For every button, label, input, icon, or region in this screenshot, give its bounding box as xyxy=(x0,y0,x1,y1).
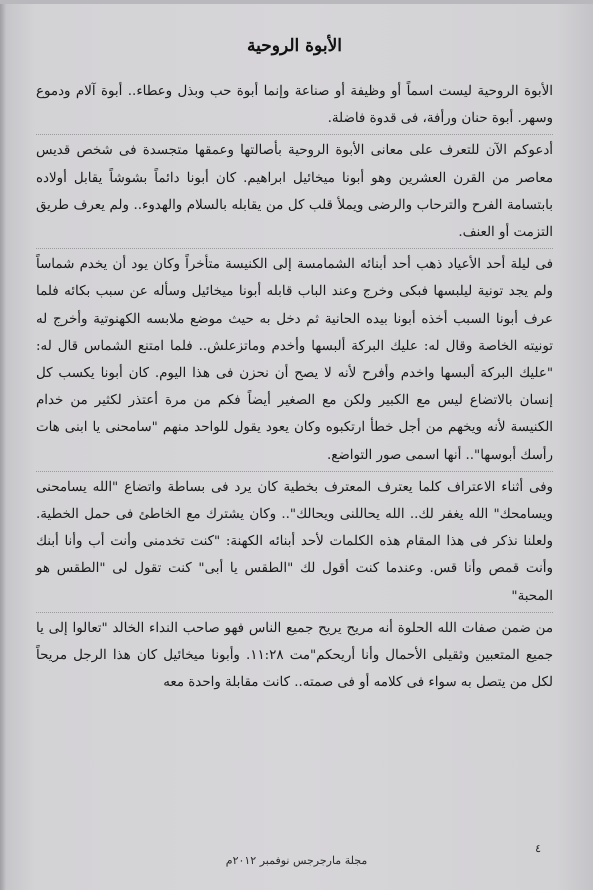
magazine-issue-label: مجلة مارجرجس نوفمبر ٢٠١٢م xyxy=(225,854,368,867)
paragraph-feast-story: فى ليلة أحد الأعياد ذهب أحد أبنائه الشمامسة إلى الكنيسة متأخراً وكان يود أن يخدم شماساً ولم يجد تونية ليلبسها فبكى وخرج وعند الباب قابله أبونا ميخائيل وسأله عن سبب بكائه فلما عرف أبونا السبب أخذه أبونا بيده الحانية ثم دخل به حيث موضع ملابسه الكهنوتية وأخرج له تونيته الخاصة وقال له: عليك البركة ألبسها وأخدم وماتزعلش.. فلما امتنع الشماس قال له: "عليك البركة ألبسها واخدم وأفرح لأنه لا يصح أن نحزن فى هذا اليوم. كان أبونا يكسب كل إنسان بالاتضاع ليس مع الكبير ولكن مع الصغير أيضاً فكم من مرة أعتذر لكثير من خدام الكنيسة لأنه ويخهم من أجل خطأ ارتكبوه وكان يعود يقول للواحد منهم "سامحنى يا ابنى هات رأسك أبوسها".. أنها اسمى صور التواضع. xyxy=(36,257,553,463)
article-title: الأبوة الروحية xyxy=(246,36,342,56)
paragraph-divider xyxy=(36,471,553,472)
paragraph-comfort: من ضمن صفات الله الحلوة أنه مريح يريح جميع الناس فهو صاحب النداء الخالد "تعالوا إلى يا جميع المتعبين وثقيلى الأحمال وأنا أريحكم"مت ١١:٢٨. وأبونا ميخائيل كان هذا الرجل مريحاً لكل من يتصل به سواء فى كلامه أو فى صمته.. كانت مقابلة واحدة معه xyxy=(36,620,554,691)
paragraph-intro: الأبوة الروحية ليست اسماً أو وظيفة أو صناعة وإنما أبوة حب وبذل وعطاء.. أبوة آلام ودموع وسهر. أبوة حنان ورأفة، فى قدوة فاضلة. xyxy=(36,84,553,127)
paragraph-invitation: أدعوكم الآن للتعرف على معانى الأبوة الروحية بأصالتها وعمقها متجسدة فى شخص قديس معاصر من القرن العشرين وهو أبونا ميخائيل ابراهيم. كان أبونا دائماً بشوشاً يقابل أولاده بابتسامة الفرح والترحاب والرضى ويملأ قلب كل من يقابله بالسلام والهدوء.. ولم يعرف طريق التزمت أو العنف. xyxy=(36,143,553,241)
page-number: ٤ xyxy=(535,842,541,855)
paragraph-confession: وفى أثناء الاعتراف كلما يعترف المعترف بخطية كان يرد فى بساطة واتضاع "الله يسامحنى ويسامحك" الله يغفر لك.. الله يحاللنى ويحالك".. وكان يشترك مع الخاطئ فى حمل الخطية. ولعلنا نذكر فى هذا المقام هذه الكلمات لأحد أبنائه الكهنة: "كنت تخدمنى وأنت أب وأنا أبنك وأنت قمص وأنا قس. وعندما كنت أقول لك "الطقس يا أبى" كنت تقول لى "الطقس هو المحبة" xyxy=(36,479,553,604)
paragraph-divider xyxy=(36,612,553,613)
page-top-edge xyxy=(0,0,593,4)
article-body xyxy=(36,36,553,696)
paragraph-divider xyxy=(36,134,553,135)
page-spine-shadow xyxy=(0,0,6,890)
paragraph-divider xyxy=(36,248,553,249)
